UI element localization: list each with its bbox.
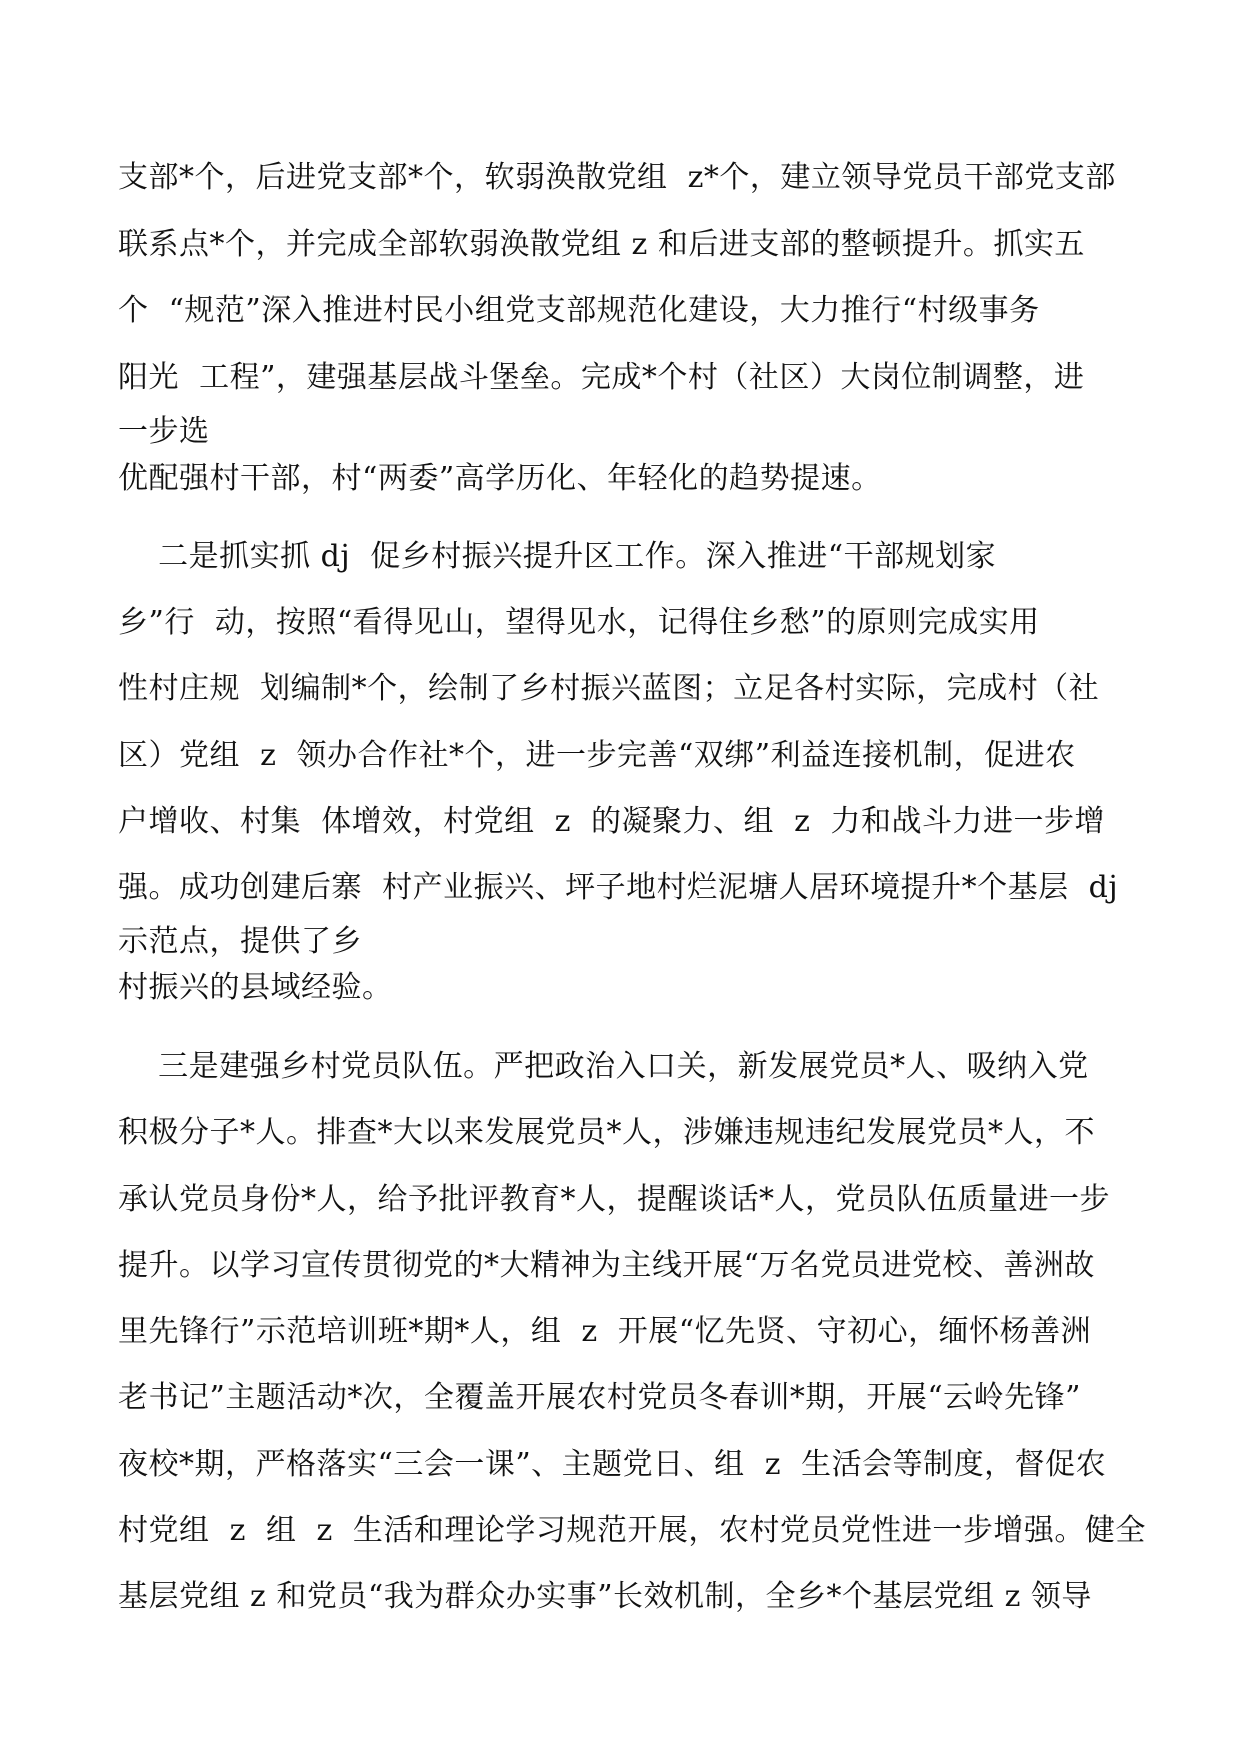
- paragraph-2-line-4: 区）党组 z 领办合作社*个，进一步完善“双绑”利益连接机制，促进农: [118, 738, 1076, 773]
- paragraph-3-line-1: 三是建强乡村党员队伍。严把政治入口关，新发展党员*人、吸纳入党: [118, 1049, 1089, 1084]
- paragraph-2-line-8: 村振兴的县域经验。: [118, 970, 393, 1005]
- paragraph-1-line-6: 优配强村干部，村“两委”高学历化、年轻化的趋势提速。: [118, 461, 882, 496]
- paragraph-3-line-6: 老书记”主题活动*次，全覆盖开展农村党员冬春训*期，开展“云岭先锋”: [118, 1380, 1082, 1415]
- paragraph-1-line-3: 个 “规范”深入推进村民小组党支部规范化建设，大力推行“村级事务: [118, 293, 1040, 328]
- paragraph-3-line-3: 承认党员身份*人，给予批评教育*人，提醒谈话*人，党员队伍质量进一步: [118, 1182, 1110, 1217]
- paragraph-3-line-2: 积极分子*人。排查*大以来发展党员*人，涉嫌违规违纪发展党员*人，不: [118, 1115, 1095, 1150]
- paragraph-1-line-2: 联系点*个，并完成全部软弱涣散党组 z 和后进支部的整顿提升。抓实五: [118, 227, 1085, 262]
- paragraph-3-line-5: 里先锋行”示范培训班*期*人，组 z 开展“忆先贤、守初心，缅怀杨善洲: [118, 1314, 1092, 1349]
- paragraph-2-line-6: 强。成功创建后寨 村产业振兴、坪子地村烂泥塘人居环境提升*个基层 dj: [118, 870, 1119, 905]
- paragraph-3-line-8: 村党组 z 组 z 生活和理论学习规范开展，农村党员党性进一步增强。健全: [118, 1513, 1146, 1548]
- paragraph-2-line-2: 乡”行 动，按照“看得见山，望得见水，记得住乡愁”的原则完成实用: [118, 605, 1040, 640]
- paragraph-3-line-7: 夜校*期，严格落实“三会一课”、主题党日、组 z 生活会等制度，督促农: [118, 1447, 1107, 1482]
- paragraph-3-line-9: 基层党组 z 和党员“我为群众办实事”长效机制，全乡*个基层党组 z 领导: [118, 1579, 1092, 1614]
- paragraph-1-line-4: 阳光 工程”，建强基层战斗堡垒。完成*个村（社区）大岗位制调整，进: [118, 360, 1085, 395]
- paragraph-2-line-7: 示范点，提供了乡: [118, 924, 362, 959]
- paragraph-1-line-1: 支部*个，后进党支部*个，软弱涣散党组 z*个，建立领导党员干部党支部: [118, 160, 1116, 195]
- paragraph-2-line-3: 性村庄规 划编制*个，绘制了乡村振兴蓝图；立足各村实际，完成村（社: [118, 671, 1100, 706]
- paragraph-2-line-5: 户增收、村集 体增效，村党组 z 的凝聚力、组 z 力和战斗力进一步增: [118, 804, 1105, 839]
- paragraph-1-line-5: 一步选: [118, 414, 210, 449]
- paragraph-3-line-4: 提升。以学习宣传贯彻党的*大精神为主线开展“万名党员进党校、善洲故: [118, 1248, 1095, 1283]
- paragraph-2-line-1: 二是抓实抓 dj 促乡村振兴提升区工作。深入推进“干部规划家: [118, 539, 997, 574]
